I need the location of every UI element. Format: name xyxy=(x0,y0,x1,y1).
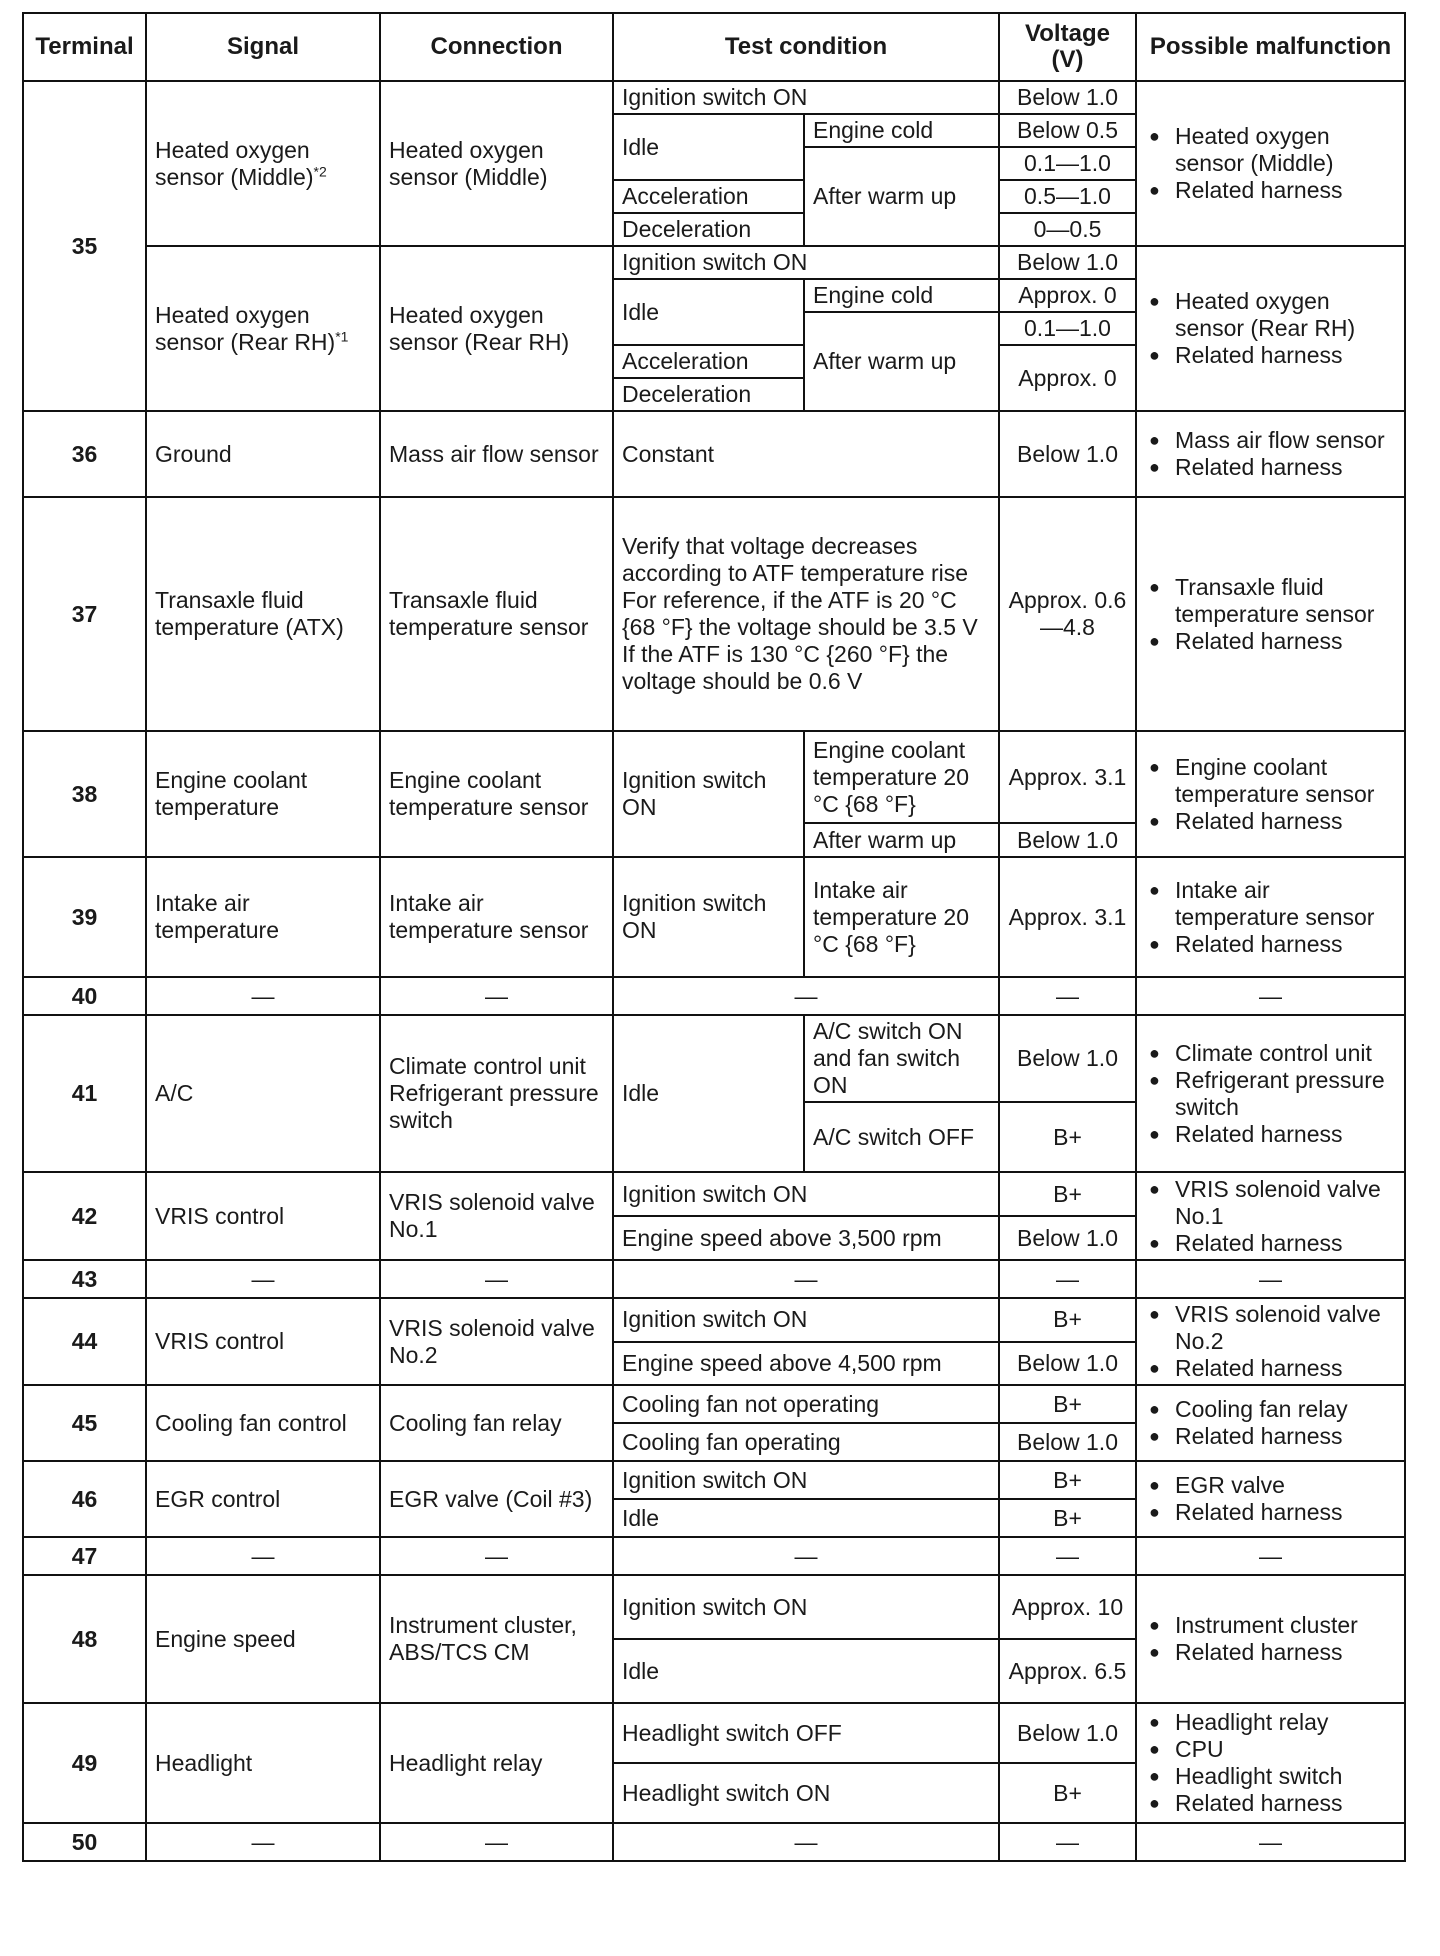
empty-cell: — xyxy=(146,1537,380,1575)
voltage-cell: Below 1.0 xyxy=(999,411,1136,497)
terminal-cell: 48 xyxy=(23,1575,146,1703)
header-connection: Connection xyxy=(380,13,613,81)
malfunction-cell: ● EGR valve ● Related harness xyxy=(1136,1461,1405,1537)
table-row xyxy=(23,1298,1405,1342)
voltage-cell: Below 1.0 xyxy=(999,1015,1136,1102)
sub-condition-cell: After warm up xyxy=(804,312,999,411)
terminal-voltage-table xyxy=(22,12,1406,1862)
malfunction-cell: ● Headlight relay ● CPU ● Headlight switch ● Related harness xyxy=(1136,1703,1405,1823)
table-row xyxy=(23,81,1405,114)
signal-cell: Heated oxygen sensor (Middle)$^{*2}$ xyxy=(146,81,380,246)
table-row xyxy=(23,411,1405,497)
header-voltage: Voltage (V) xyxy=(999,13,1136,81)
signal-cell: Headlight xyxy=(146,1703,380,1823)
sub-condition-cell: Engine cold xyxy=(804,279,999,312)
condition-cell: Ignition switch ON xyxy=(613,1575,999,1639)
malfunction-cell: ● VRIS solenoid valve No.2 ● Related harness xyxy=(1136,1298,1405,1385)
condition-cell: Headlight switch OFF xyxy=(613,1703,999,1763)
empty-cell: — xyxy=(380,1823,613,1861)
connection-cell: EGR valve (Coil #3) xyxy=(380,1461,613,1537)
sub-condition-cell: Engine coolant temperature 20 °C {68 °F} xyxy=(804,731,999,823)
connection-cell: Intake air temperature sensor xyxy=(380,857,613,977)
sub-condition-cell: A/C switch ON and fan switch ON xyxy=(804,1015,999,1102)
voltage-cell: Approx. 0 xyxy=(999,279,1136,312)
voltage-cell: B+ xyxy=(999,1461,1136,1499)
connection-cell: Transaxle fluid temperature sensor xyxy=(380,497,613,731)
empty-cell: — xyxy=(1136,1260,1405,1298)
terminal-cell: 45 xyxy=(23,1385,146,1461)
table-row xyxy=(23,1260,1405,1298)
terminal-cell: 39 xyxy=(23,857,146,977)
condition-cell: Ignition switch ON xyxy=(613,81,999,114)
table-row xyxy=(23,1015,1405,1102)
condition-cell: Engine speed above 3,500 rpm xyxy=(613,1216,999,1260)
voltage-cell: 0—0.5 xyxy=(999,213,1136,246)
terminal-cell: 47 xyxy=(23,1537,146,1575)
malfunction-cell: ● Intake air temperature sensor ● Related harness xyxy=(1136,857,1405,977)
voltage-cell: 0.1—1.0 xyxy=(999,312,1136,345)
empty-cell: — xyxy=(999,1260,1136,1298)
sub-condition-cell: Intake air temperature 20 °C {68 °F} xyxy=(804,857,999,977)
condition-cell: Idle xyxy=(613,279,804,345)
voltage-cell: Below 1.0 xyxy=(999,1423,1136,1461)
voltage-cell: Below 1.0 xyxy=(999,1216,1136,1260)
connection-cell: VRIS solenoid valve No.2 xyxy=(380,1298,613,1385)
voltage-cell: B+ xyxy=(999,1499,1136,1537)
terminal-cell: 49 xyxy=(23,1703,146,1823)
signal-cell: Heated oxygen sensor (Rear RH)$^{*1}$ xyxy=(146,246,380,411)
condition-cell: Idle xyxy=(613,1015,804,1172)
voltage-cell: Below 1.0 xyxy=(999,823,1136,857)
condition-cell: Cooling fan not operating xyxy=(613,1385,999,1423)
malfunction-cell: ● Instrument cluster ● Related harness xyxy=(1136,1575,1405,1703)
terminal-cell: 38 xyxy=(23,731,146,857)
condition-cell: Ignition switch ON xyxy=(613,857,804,977)
terminal-cell: 43 xyxy=(23,1260,146,1298)
sub-condition-cell: A/C switch OFF xyxy=(804,1102,999,1172)
voltage-cell: Below 0.5 xyxy=(999,114,1136,147)
empty-cell: — xyxy=(1136,977,1405,1015)
connection-cell: VRIS solenoid valve No.1 xyxy=(380,1172,613,1260)
header-signal: Signal xyxy=(146,13,380,81)
terminal-cell: 42 xyxy=(23,1172,146,1260)
voltage-cell: 0.1—1.0 xyxy=(999,147,1136,180)
signal-cell: EGR control xyxy=(146,1461,380,1537)
voltage-cell: B+ xyxy=(999,1172,1136,1216)
malfunction-cell: ● Transaxle fluid temperature sensor ● Related harness xyxy=(1136,497,1405,731)
voltage-cell: B+ xyxy=(999,1763,1136,1823)
malfunction-cell: ● Climate control unit ● Refrigerant pressure switch ● Related harness xyxy=(1136,1015,1405,1172)
voltage-cell: Approx. 10 xyxy=(999,1575,1136,1639)
terminal-cell: 40 xyxy=(23,977,146,1015)
condition-cell: Ignition switch ON xyxy=(613,1298,999,1342)
voltage-cell: B+ xyxy=(999,1385,1136,1423)
signal-cell: A/C xyxy=(146,1015,380,1172)
condition-cell: Headlight switch ON xyxy=(613,1763,999,1823)
table-row xyxy=(23,977,1405,1015)
signal-cell: Intake air temperature xyxy=(146,857,380,977)
table-row xyxy=(23,1172,1405,1216)
table-row xyxy=(23,246,1405,279)
sub-condition-cell: After warm up xyxy=(804,823,999,857)
sub-condition-cell: Engine cold xyxy=(804,114,999,147)
malfunction-cell: ● Heated oxygen sensor (Rear RH) ● Related harness xyxy=(1136,246,1405,411)
connection-cell: Instrument cluster, ABS/TCS CM xyxy=(380,1575,613,1703)
condition-cell: Acceleration xyxy=(613,180,804,213)
signal-cell: VRIS control xyxy=(146,1298,380,1385)
empty-cell: — xyxy=(613,1823,999,1861)
signal-cell: Cooling fan control xyxy=(146,1385,380,1461)
signal-cell: Engine speed xyxy=(146,1575,380,1703)
terminal-cell: 50 xyxy=(23,1823,146,1861)
sub-condition-cell: After warm up xyxy=(804,147,999,246)
condition-cell: Cooling fan operating xyxy=(613,1423,999,1461)
signal-cell: Transaxle fluid temperature (ATX) xyxy=(146,497,380,731)
empty-cell: — xyxy=(999,977,1136,1015)
condition-cell: Deceleration xyxy=(613,213,804,246)
table-row xyxy=(23,497,1405,731)
voltage-cell: Approx. 6.5 xyxy=(999,1639,1136,1703)
terminal-cell: 41 xyxy=(23,1015,146,1172)
empty-cell: — xyxy=(380,977,613,1015)
header-terminal: Terminal xyxy=(23,13,146,81)
empty-cell: — xyxy=(613,977,999,1015)
empty-cell: — xyxy=(380,1260,613,1298)
voltage-cell: Approx. 0 xyxy=(999,345,1136,411)
signal-cell: Ground xyxy=(146,411,380,497)
signal-cell: VRIS control xyxy=(146,1172,380,1260)
signal-cell: Engine coolant temperature xyxy=(146,731,380,857)
connection-cell: Headlight relay xyxy=(380,1703,613,1823)
voltage-cell: Approx. 3.1 xyxy=(999,857,1136,977)
table-row xyxy=(23,857,1405,977)
empty-cell: — xyxy=(999,1537,1136,1575)
condition-cell: Idle xyxy=(613,1499,999,1537)
voltage-cell: Below 1.0 xyxy=(999,1703,1136,1763)
malfunction-cell: ● VRIS solenoid valve No.1 ● Related harness xyxy=(1136,1172,1405,1260)
empty-cell: — xyxy=(999,1823,1136,1861)
condition-cell: Ignition switch ON xyxy=(613,731,804,857)
table-row xyxy=(23,1385,1405,1423)
empty-cell: — xyxy=(146,1823,380,1861)
empty-cell: — xyxy=(1136,1537,1405,1575)
connection-cell: Cooling fan relay xyxy=(380,1385,613,1461)
condition-cell: Idle xyxy=(613,1639,999,1703)
malfunction-cell: ● Mass air flow sensor ● Related harness xyxy=(1136,411,1405,497)
condition-cell: Engine speed above 4,500 rpm xyxy=(613,1342,999,1386)
empty-cell: — xyxy=(613,1537,999,1575)
connection-cell: Climate control unit Refrigerant pressure switch xyxy=(380,1015,613,1172)
table-row xyxy=(23,1575,1405,1639)
voltage-cell: Below 1.0 xyxy=(999,81,1136,114)
terminal-cell: 36 xyxy=(23,411,146,497)
voltage-cell: Approx. 0.6—4.8 xyxy=(999,497,1136,731)
condition-cell: Constant xyxy=(613,411,999,497)
table-row xyxy=(23,1461,1405,1499)
condition-cell: Ignition switch ON xyxy=(613,1172,999,1216)
table-row xyxy=(23,1823,1405,1861)
voltage-cell: Approx. 3.1 xyxy=(999,731,1136,823)
condition-cell: Verify that voltage decreases according to ATF temperature rise For reference, if the ATF is 20 °C {68 °F} the voltage should be 3.5 V If the ATF is 130 °C {260 °F} the voltage should be 0.6 V xyxy=(613,497,999,731)
empty-cell: — xyxy=(613,1260,999,1298)
voltage-cell: B+ xyxy=(999,1298,1136,1342)
connection-cell: Mass air flow sensor xyxy=(380,411,613,497)
terminal-cell: 35 xyxy=(23,81,146,411)
table-row xyxy=(23,1703,1405,1763)
condition-cell: Deceleration xyxy=(613,378,804,411)
terminal-cell: 46 xyxy=(23,1461,146,1537)
malfunction-cell: ● Engine coolant temperature sensor ● Related harness xyxy=(1136,731,1405,857)
empty-cell: — xyxy=(146,977,380,1015)
connection-cell: Heated oxygen sensor (Rear RH) xyxy=(380,246,613,411)
voltage-cell: B+ xyxy=(999,1102,1136,1172)
voltage-cell: Below 1.0 xyxy=(999,1342,1136,1386)
condition-cell: Idle xyxy=(613,114,804,180)
malfunction-cell: ● Cooling fan relay ● Related harness xyxy=(1136,1385,1405,1461)
voltage-cell: 0.5—1.0 xyxy=(999,180,1136,213)
table-row xyxy=(23,1537,1405,1575)
voltage-cell: Below 1.0 xyxy=(999,246,1136,279)
terminal-cell: 44 xyxy=(23,1298,146,1385)
header-row xyxy=(23,13,1405,81)
malfunction-cell: ● Heated oxygen sensor (Middle) ● Related harness xyxy=(1136,81,1405,246)
connection-cell: Heated oxygen sensor (Middle) xyxy=(380,81,613,246)
condition-cell: Ignition switch ON xyxy=(613,1461,999,1499)
condition-cell: Acceleration xyxy=(613,345,804,378)
empty-cell: — xyxy=(1136,1823,1405,1861)
empty-cell: — xyxy=(380,1537,613,1575)
header-test-condition: Test condition xyxy=(613,13,999,81)
empty-cell: — xyxy=(146,1260,380,1298)
connection-cell: Engine coolant temperature sensor xyxy=(380,731,613,857)
header-malfunction: Possible malfunction xyxy=(1136,13,1405,81)
terminal-cell: 37 xyxy=(23,497,146,731)
table-row xyxy=(23,731,1405,823)
condition-cell: Ignition switch ON xyxy=(613,246,999,279)
